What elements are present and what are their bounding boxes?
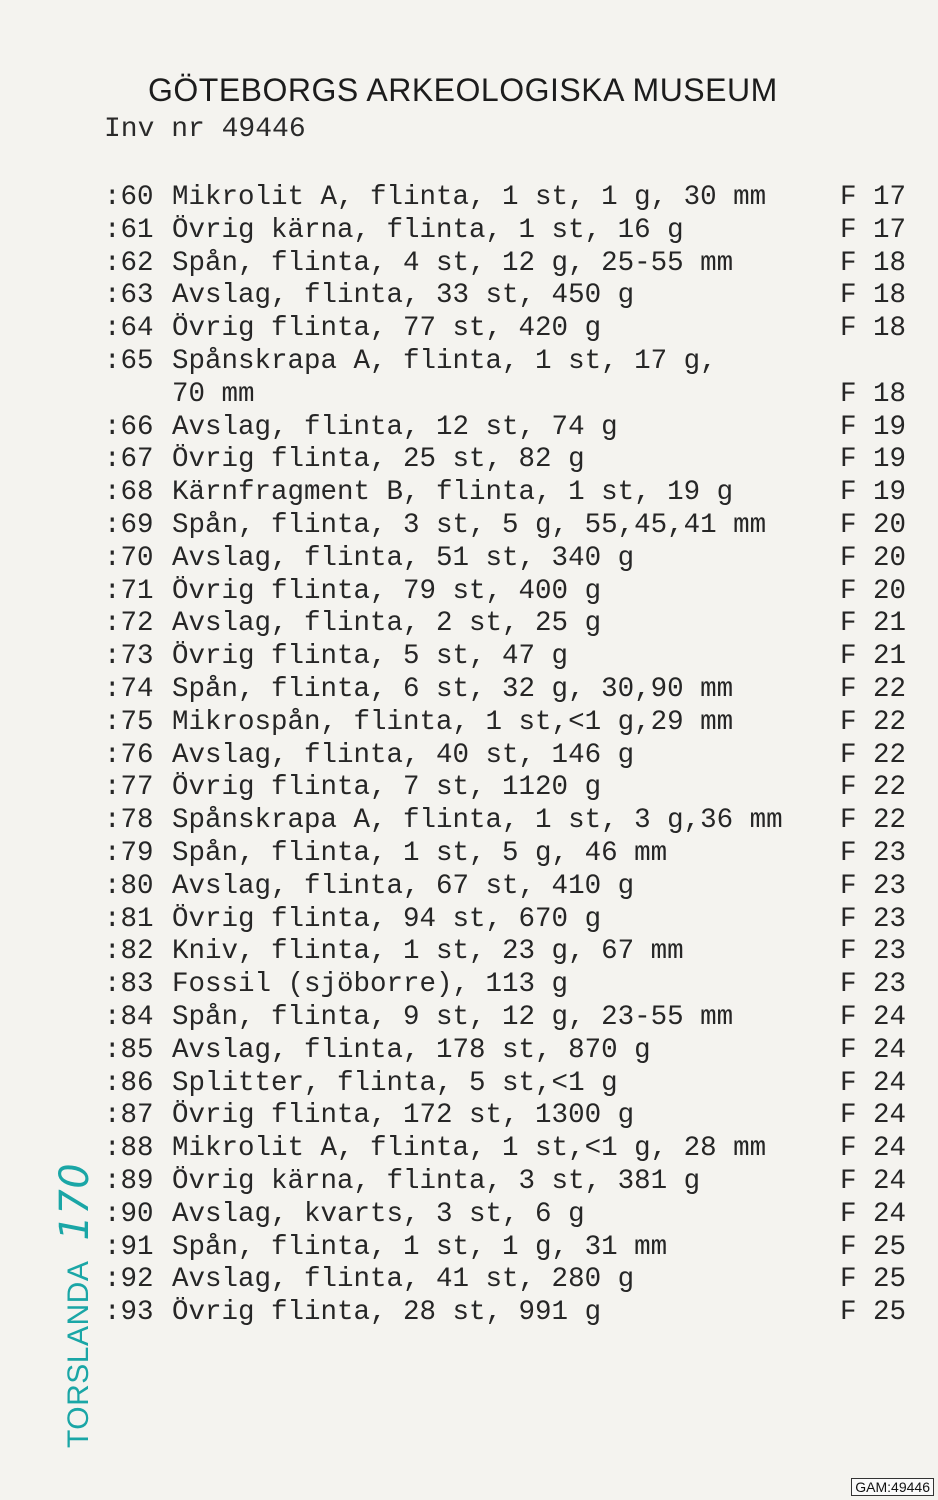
entry-description: Kärnfragment B, flinta, 1 st, 19 g bbox=[172, 477, 734, 509]
list-item bbox=[104, 346, 914, 379]
list-item bbox=[104, 1035, 914, 1068]
list-item bbox=[104, 871, 914, 904]
entry-box: F 18 bbox=[839, 280, 906, 312]
entry-list bbox=[104, 182, 914, 1330]
list-item bbox=[104, 641, 914, 674]
entry-number: :64 bbox=[104, 313, 154, 345]
list-item bbox=[104, 248, 914, 281]
entry-box: F 20 bbox=[839, 575, 906, 607]
entry-description: Avslag, flinta, 12 st, 74 g bbox=[172, 411, 618, 443]
entry-box: F 22 bbox=[839, 706, 906, 738]
entry-number: :61 bbox=[104, 214, 154, 246]
entry-number: :67 bbox=[104, 444, 154, 476]
entry-number: :72 bbox=[104, 608, 154, 640]
list-item bbox=[104, 904, 914, 937]
list-item bbox=[104, 1264, 914, 1297]
entry-box: F 24 bbox=[839, 1034, 906, 1066]
entry-box: F 23 bbox=[839, 969, 906, 1001]
entry-description: Spånskrapa A, flinta, 1 st, 3 g,36 mm bbox=[172, 805, 783, 837]
entry-description: Spån, flinta, 1 st, 5 g, 46 mm bbox=[172, 837, 668, 869]
list-item bbox=[104, 1297, 914, 1330]
entry-description: Fossil (sjöborre), 113 g bbox=[172, 969, 569, 1001]
entry-box: F 20 bbox=[839, 509, 906, 541]
list-item bbox=[104, 1002, 914, 1035]
entry-description: Övrig flinta, 25 st, 82 g bbox=[172, 444, 585, 476]
list-item bbox=[104, 674, 914, 707]
list-item bbox=[104, 477, 914, 510]
entry-number: :89 bbox=[104, 1165, 154, 1197]
entry-box: F 23 bbox=[839, 837, 906, 869]
entry-box: F 25 bbox=[839, 1264, 906, 1296]
entry-number: :85 bbox=[104, 1034, 154, 1066]
list-item bbox=[104, 1133, 914, 1166]
entry-box: F 17 bbox=[839, 214, 906, 246]
entry-description: Avslag, flinta, 2 st, 25 g bbox=[172, 608, 602, 640]
entry-description: Spån, flinta, 6 st, 32 g, 30,90 mm bbox=[172, 673, 734, 705]
entry-description: Mikrolit A, flinta, 1 st, 1 g, 30 mm bbox=[172, 182, 767, 213]
entry-box: F 19 bbox=[839, 444, 906, 476]
museum-title: GÖTEBORGS ARKEOLOGISKA MUSEUM bbox=[148, 72, 778, 108]
entry-box: F 21 bbox=[839, 608, 906, 640]
entry-box: F 25 bbox=[839, 1297, 906, 1329]
list-item bbox=[104, 707, 914, 740]
entry-box: F 18 bbox=[839, 378, 906, 410]
entry-number: :62 bbox=[104, 247, 154, 279]
list-item bbox=[104, 936, 914, 969]
entry-number: :63 bbox=[104, 280, 154, 312]
inventory-number: Inv nr 49446 bbox=[104, 114, 306, 145]
entry-number: :86 bbox=[104, 1067, 154, 1099]
entry-description: Övrig kärna, flinta, 1 st, 16 g bbox=[172, 214, 684, 246]
entry-number: :77 bbox=[104, 772, 154, 804]
entry-description: Avslag, flinta, 33 st, 450 g bbox=[172, 280, 635, 312]
entry-box: F 22 bbox=[839, 772, 906, 804]
entry-box: F 21 bbox=[839, 641, 906, 673]
entry-number: :91 bbox=[104, 1231, 154, 1263]
list-item bbox=[104, 838, 914, 871]
entry-box: F 23 bbox=[839, 903, 906, 935]
entry-box: F 24 bbox=[839, 1001, 906, 1033]
entry-box: F 23 bbox=[839, 870, 906, 902]
entry-description: Spån, flinta, 1 st, 1 g, 31 mm bbox=[172, 1231, 668, 1263]
entry-description: Mikrolit A, flinta, 1 st,<1 g, 28 mm bbox=[172, 1133, 767, 1165]
entry-description: Avslag, kvarts, 3 st, 6 g bbox=[172, 1198, 585, 1230]
entry-description: Avslag, flinta, 40 st, 146 g bbox=[172, 739, 635, 771]
entry-number: :81 bbox=[104, 903, 154, 935]
site-stamp bbox=[52, 1163, 98, 1448]
list-item bbox=[104, 740, 914, 773]
entry-number: :92 bbox=[104, 1264, 154, 1296]
entry-description: Övrig flinta, 7 st, 1120 g bbox=[172, 772, 602, 804]
entry-box: F 24 bbox=[839, 1100, 906, 1132]
site-stamp-number: 170 bbox=[52, 1162, 98, 1241]
list-item bbox=[104, 1068, 914, 1101]
entry-box: F 24 bbox=[839, 1133, 906, 1165]
entry-box: F 22 bbox=[839, 805, 906, 837]
entry-description: Övrig flinta, 172 st, 1300 g bbox=[172, 1100, 635, 1132]
entry-number: :75 bbox=[104, 706, 154, 738]
entry-number: :74 bbox=[104, 673, 154, 705]
entry-number: :87 bbox=[104, 1100, 154, 1132]
entry-number: :76 bbox=[104, 739, 154, 771]
entry-description: Kniv, flinta, 1 st, 23 g, 67 mm bbox=[172, 936, 684, 968]
entry-number: :68 bbox=[104, 477, 154, 509]
entry-description: 70 mm bbox=[172, 378, 255, 410]
entry-box: F 24 bbox=[839, 1165, 906, 1197]
site-stamp-place: TORSLANDA bbox=[62, 1260, 95, 1448]
entry-number: :60 bbox=[104, 182, 154, 213]
list-item bbox=[104, 1100, 914, 1133]
list-item bbox=[104, 215, 914, 248]
entry-number: :66 bbox=[104, 411, 154, 443]
entry-number: :80 bbox=[104, 870, 154, 902]
entry-description: Övrig flinta, 77 st, 420 g bbox=[172, 313, 602, 345]
entry-description: Övrig flinta, 94 st, 670 g bbox=[172, 903, 602, 935]
entry-number: :90 bbox=[104, 1198, 154, 1230]
entry-number: :69 bbox=[104, 509, 154, 541]
entry-description: Spån, flinta, 4 st, 12 g, 25-55 mm bbox=[172, 247, 734, 279]
entry-number: :73 bbox=[104, 641, 154, 673]
entry-number: :82 bbox=[104, 936, 154, 968]
entry-box: F 24 bbox=[839, 1067, 906, 1099]
list-item bbox=[104, 608, 914, 641]
entry-box: F 19 bbox=[839, 477, 906, 509]
entry-number: :78 bbox=[104, 805, 154, 837]
entry-box: F 17 bbox=[839, 182, 906, 213]
entry-box: F 20 bbox=[839, 542, 906, 574]
entry-number: :84 bbox=[104, 1001, 154, 1033]
entry-number: :65 bbox=[104, 345, 154, 377]
entry-description: Splitter, flinta, 5 st,<1 g bbox=[172, 1067, 618, 1099]
entry-description: Avslag, flinta, 178 st, 870 g bbox=[172, 1034, 651, 1066]
list-item bbox=[104, 444, 914, 477]
entry-box: F 22 bbox=[839, 673, 906, 705]
entry-number: :70 bbox=[104, 542, 154, 574]
entry-box: F 18 bbox=[839, 313, 906, 345]
entry-box: F 19 bbox=[839, 411, 906, 443]
entry-box: F 25 bbox=[839, 1231, 906, 1263]
entry-description: Övrig flinta, 5 st, 47 g bbox=[172, 641, 569, 673]
entry-number: :83 bbox=[104, 969, 154, 1001]
list-item bbox=[104, 969, 914, 1002]
entry-description: Avslag, flinta, 67 st, 410 g bbox=[172, 870, 635, 902]
entry-box: F 18 bbox=[839, 247, 906, 279]
list-item bbox=[104, 543, 914, 576]
list-item bbox=[104, 280, 914, 313]
list-item bbox=[104, 1232, 914, 1265]
list-item bbox=[104, 510, 914, 543]
entry-description: Avslag, flinta, 51 st, 340 g bbox=[172, 542, 635, 574]
entry-number: :88 bbox=[104, 1133, 154, 1165]
list-item bbox=[104, 412, 914, 445]
entry-description: Övrig kärna, flinta, 3 st, 381 g bbox=[172, 1165, 701, 1197]
entry-box: F 24 bbox=[839, 1198, 906, 1230]
list-item bbox=[104, 182, 914, 215]
list-item bbox=[104, 1166, 914, 1199]
list-item bbox=[104, 805, 914, 838]
entry-description: Spån, flinta, 3 st, 5 g, 55,45,41 mm bbox=[172, 509, 767, 541]
entry-box: F 23 bbox=[839, 936, 906, 968]
entry-description: Spån, flinta, 9 st, 12 g, 23-55 mm bbox=[172, 1001, 734, 1033]
list-item bbox=[104, 379, 914, 412]
list-item bbox=[104, 772, 914, 805]
entry-number: :79 bbox=[104, 837, 154, 869]
entry-box: F 22 bbox=[839, 739, 906, 771]
entry-description: Spånskrapa A, flinta, 1 st, 17 g, bbox=[172, 345, 717, 377]
entry-description: Övrig flinta, 28 st, 991 g bbox=[172, 1297, 602, 1329]
entry-number: :93 bbox=[104, 1297, 154, 1329]
list-item bbox=[104, 1199, 914, 1232]
entry-description: Mikrospån, flinta, 1 st,<1 g,29 mm bbox=[172, 706, 734, 738]
entry-description: Övrig flinta, 79 st, 400 g bbox=[172, 575, 602, 607]
list-item bbox=[104, 576, 914, 609]
reference-label: GAM:49446 bbox=[851, 1478, 934, 1496]
list-item bbox=[104, 313, 914, 346]
entry-description: Avslag, flinta, 41 st, 280 g bbox=[172, 1264, 635, 1296]
entry-number: :71 bbox=[104, 575, 154, 607]
